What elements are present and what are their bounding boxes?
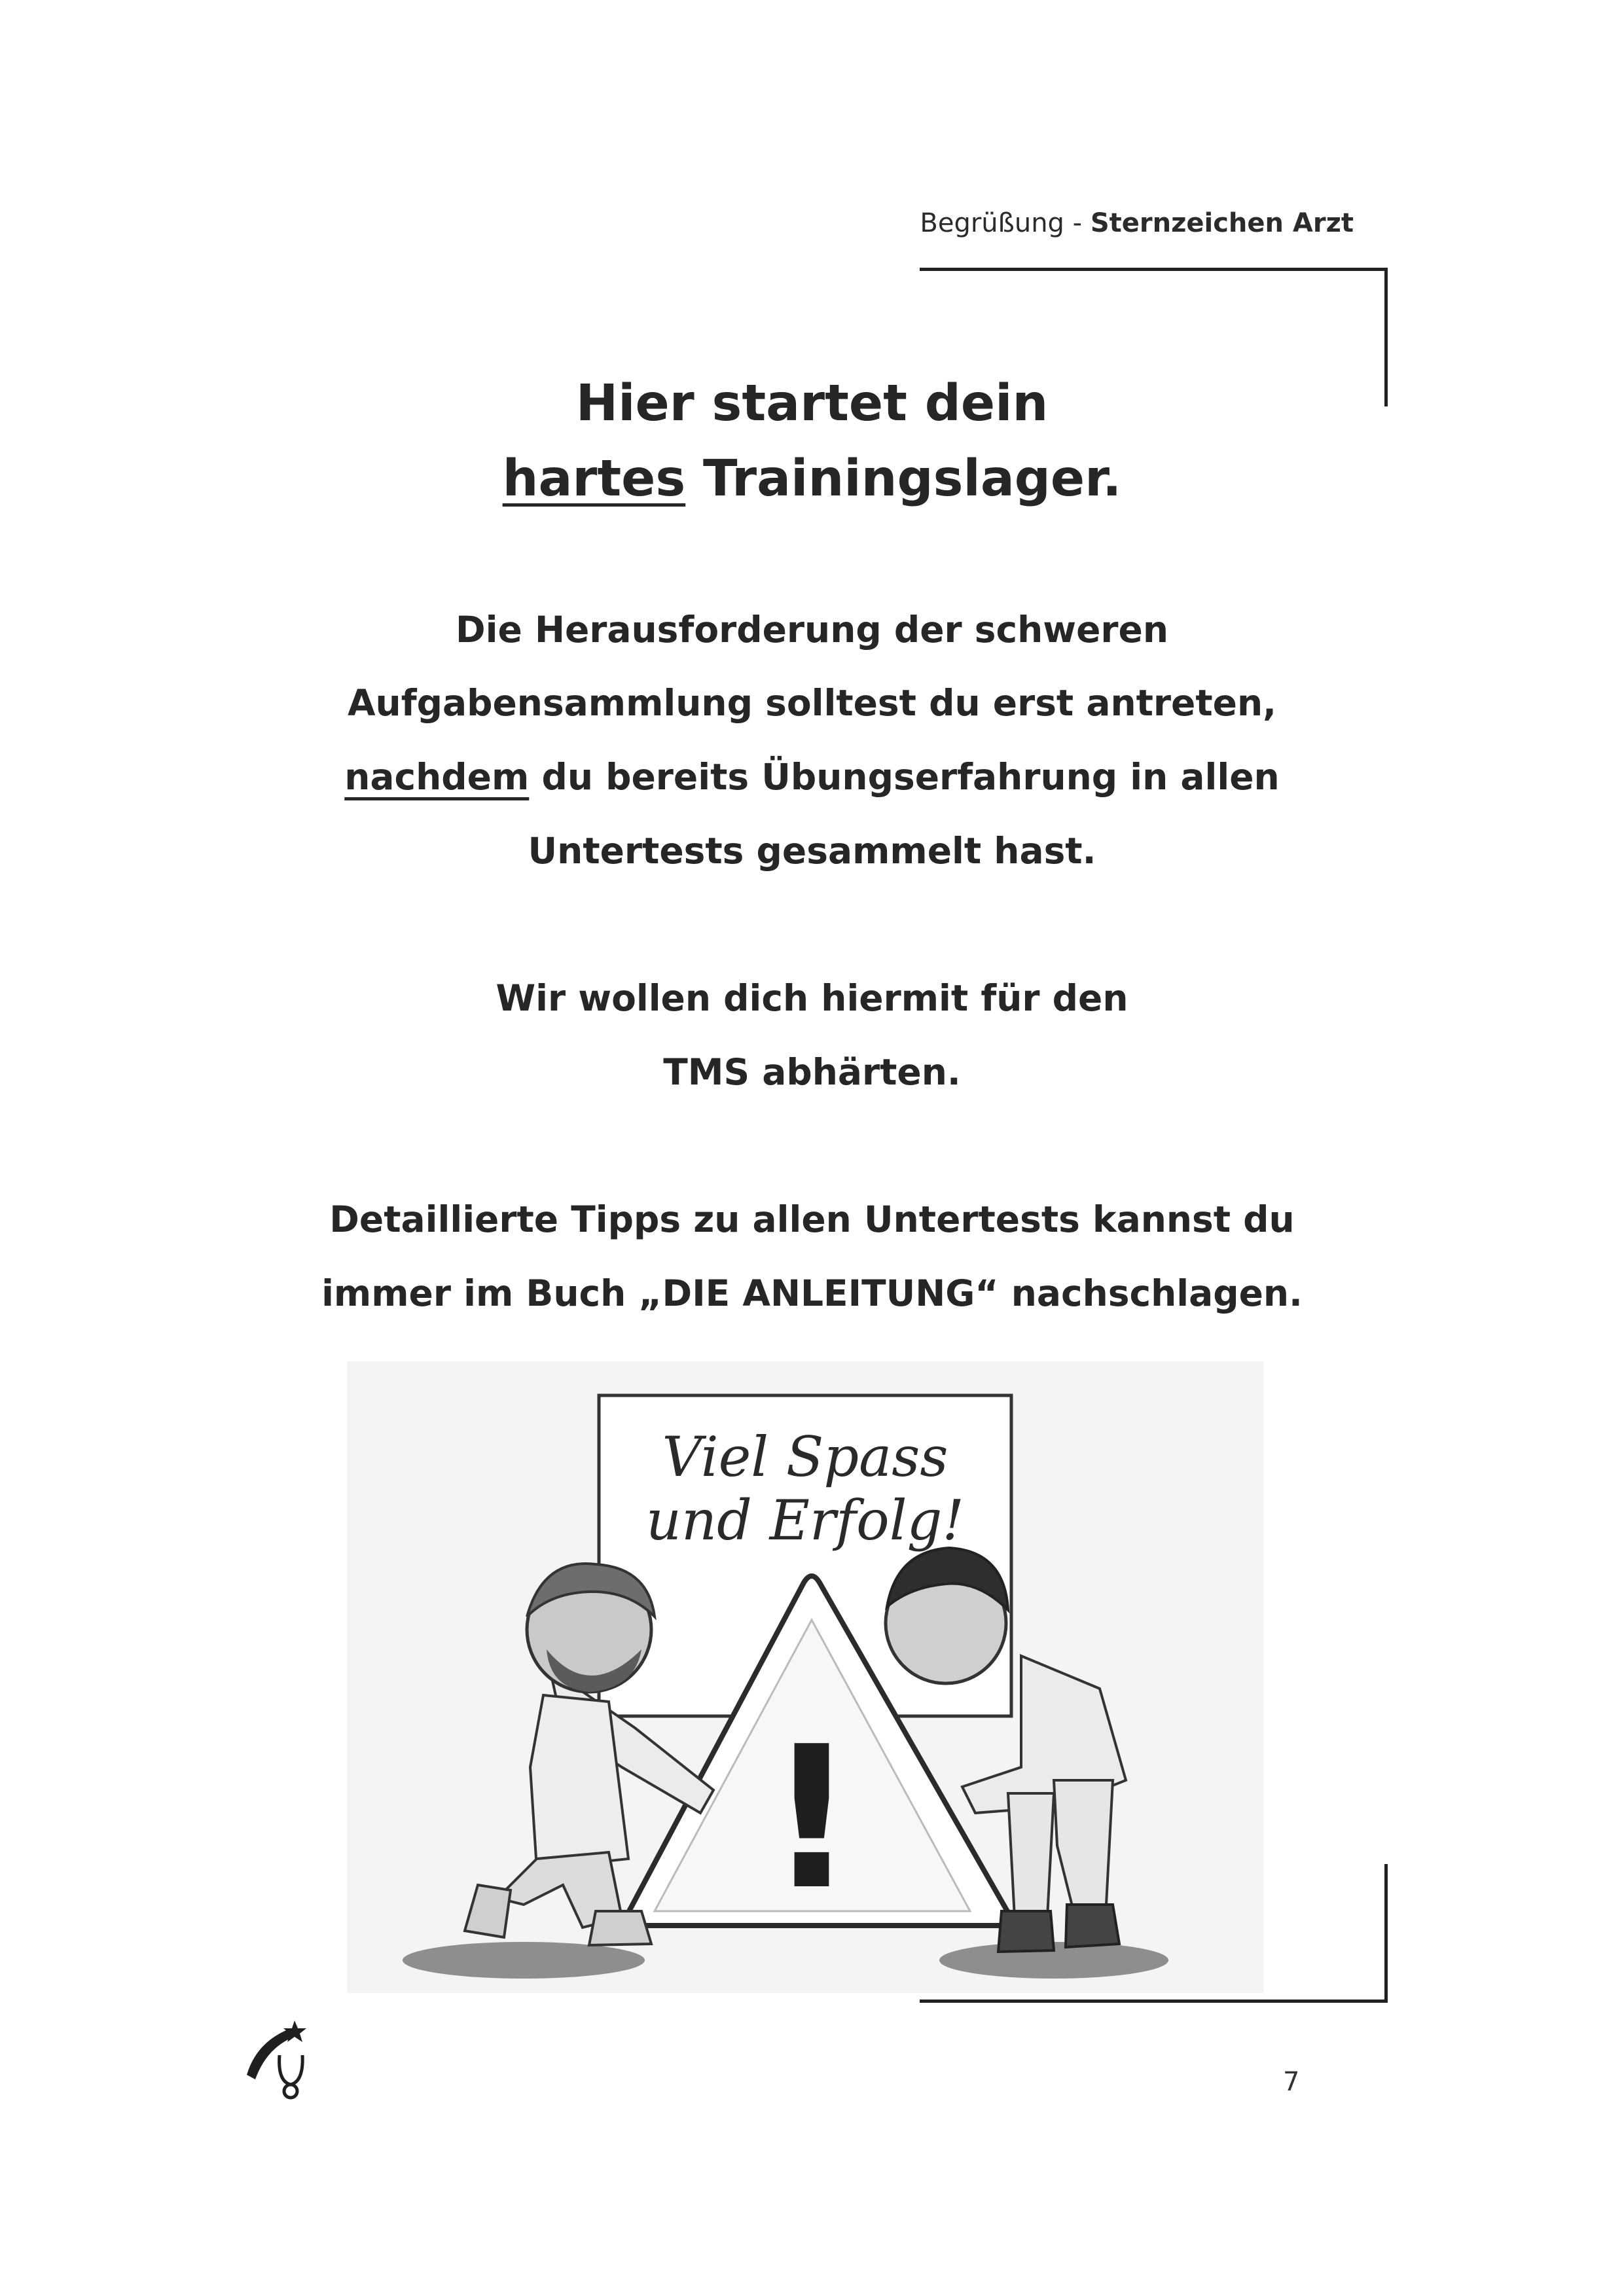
frame-top-line xyxy=(920,268,1388,271)
shadow-left xyxy=(403,1942,645,1979)
paragraph-2-line-2: TMS abhärten. xyxy=(663,1051,961,1093)
page-number: 7 xyxy=(1283,2067,1300,2097)
sign-text-line-2: und Erfolg! xyxy=(645,1488,965,1552)
paragraph-1-line-1: Die Herausforderung der schweren xyxy=(455,609,1169,651)
paragraph-3-line-1: Detaillierte Tipps zu allen Untertests kannst du xyxy=(329,1198,1295,1240)
header-section: Begrüßung xyxy=(920,208,1064,238)
shooting-star-stethoscope-icon xyxy=(244,2019,319,2101)
warning-exclamation-mark: ! xyxy=(767,1704,857,1933)
page-title-line-2 xyxy=(0,450,1624,508)
paragraph-1-line-2: Aufgabensammlung solltest du erst antreten, xyxy=(347,682,1277,724)
frame-bottom-right-vertical xyxy=(1384,1864,1388,2003)
frame-bottom-line xyxy=(920,2000,1388,2003)
header-separator: - xyxy=(1064,208,1091,238)
paragraph-3-line-2: immer im Buch „DIE ANLEITUNG“ nachschlagen. xyxy=(321,1272,1303,1314)
page-title-line-1: Hier startet dein xyxy=(575,374,1049,433)
paragraph-emphasis: nachdem xyxy=(344,756,530,798)
paragraph-1-line-3-rest: du bereits Übungserfahrung in allen xyxy=(529,756,1280,798)
title-emphasis: hartes xyxy=(502,450,686,508)
header-brand: Sternzeichen Arzt xyxy=(1090,208,1354,238)
paragraph-1-line-3 xyxy=(0,756,1624,798)
paragraph-2-line-1: Wir wollen dich hiermit für den xyxy=(496,977,1128,1019)
sign-text-line-1: Viel Spass xyxy=(662,1425,948,1489)
paragraph-1-line-4: Untertests gesammelt hast. xyxy=(528,830,1096,872)
running-header xyxy=(920,208,1354,238)
illustration-artwork xyxy=(347,1361,1263,1993)
title-rest: Trainingslager. xyxy=(685,450,1122,508)
cartoon-illustration xyxy=(347,1361,1263,1993)
